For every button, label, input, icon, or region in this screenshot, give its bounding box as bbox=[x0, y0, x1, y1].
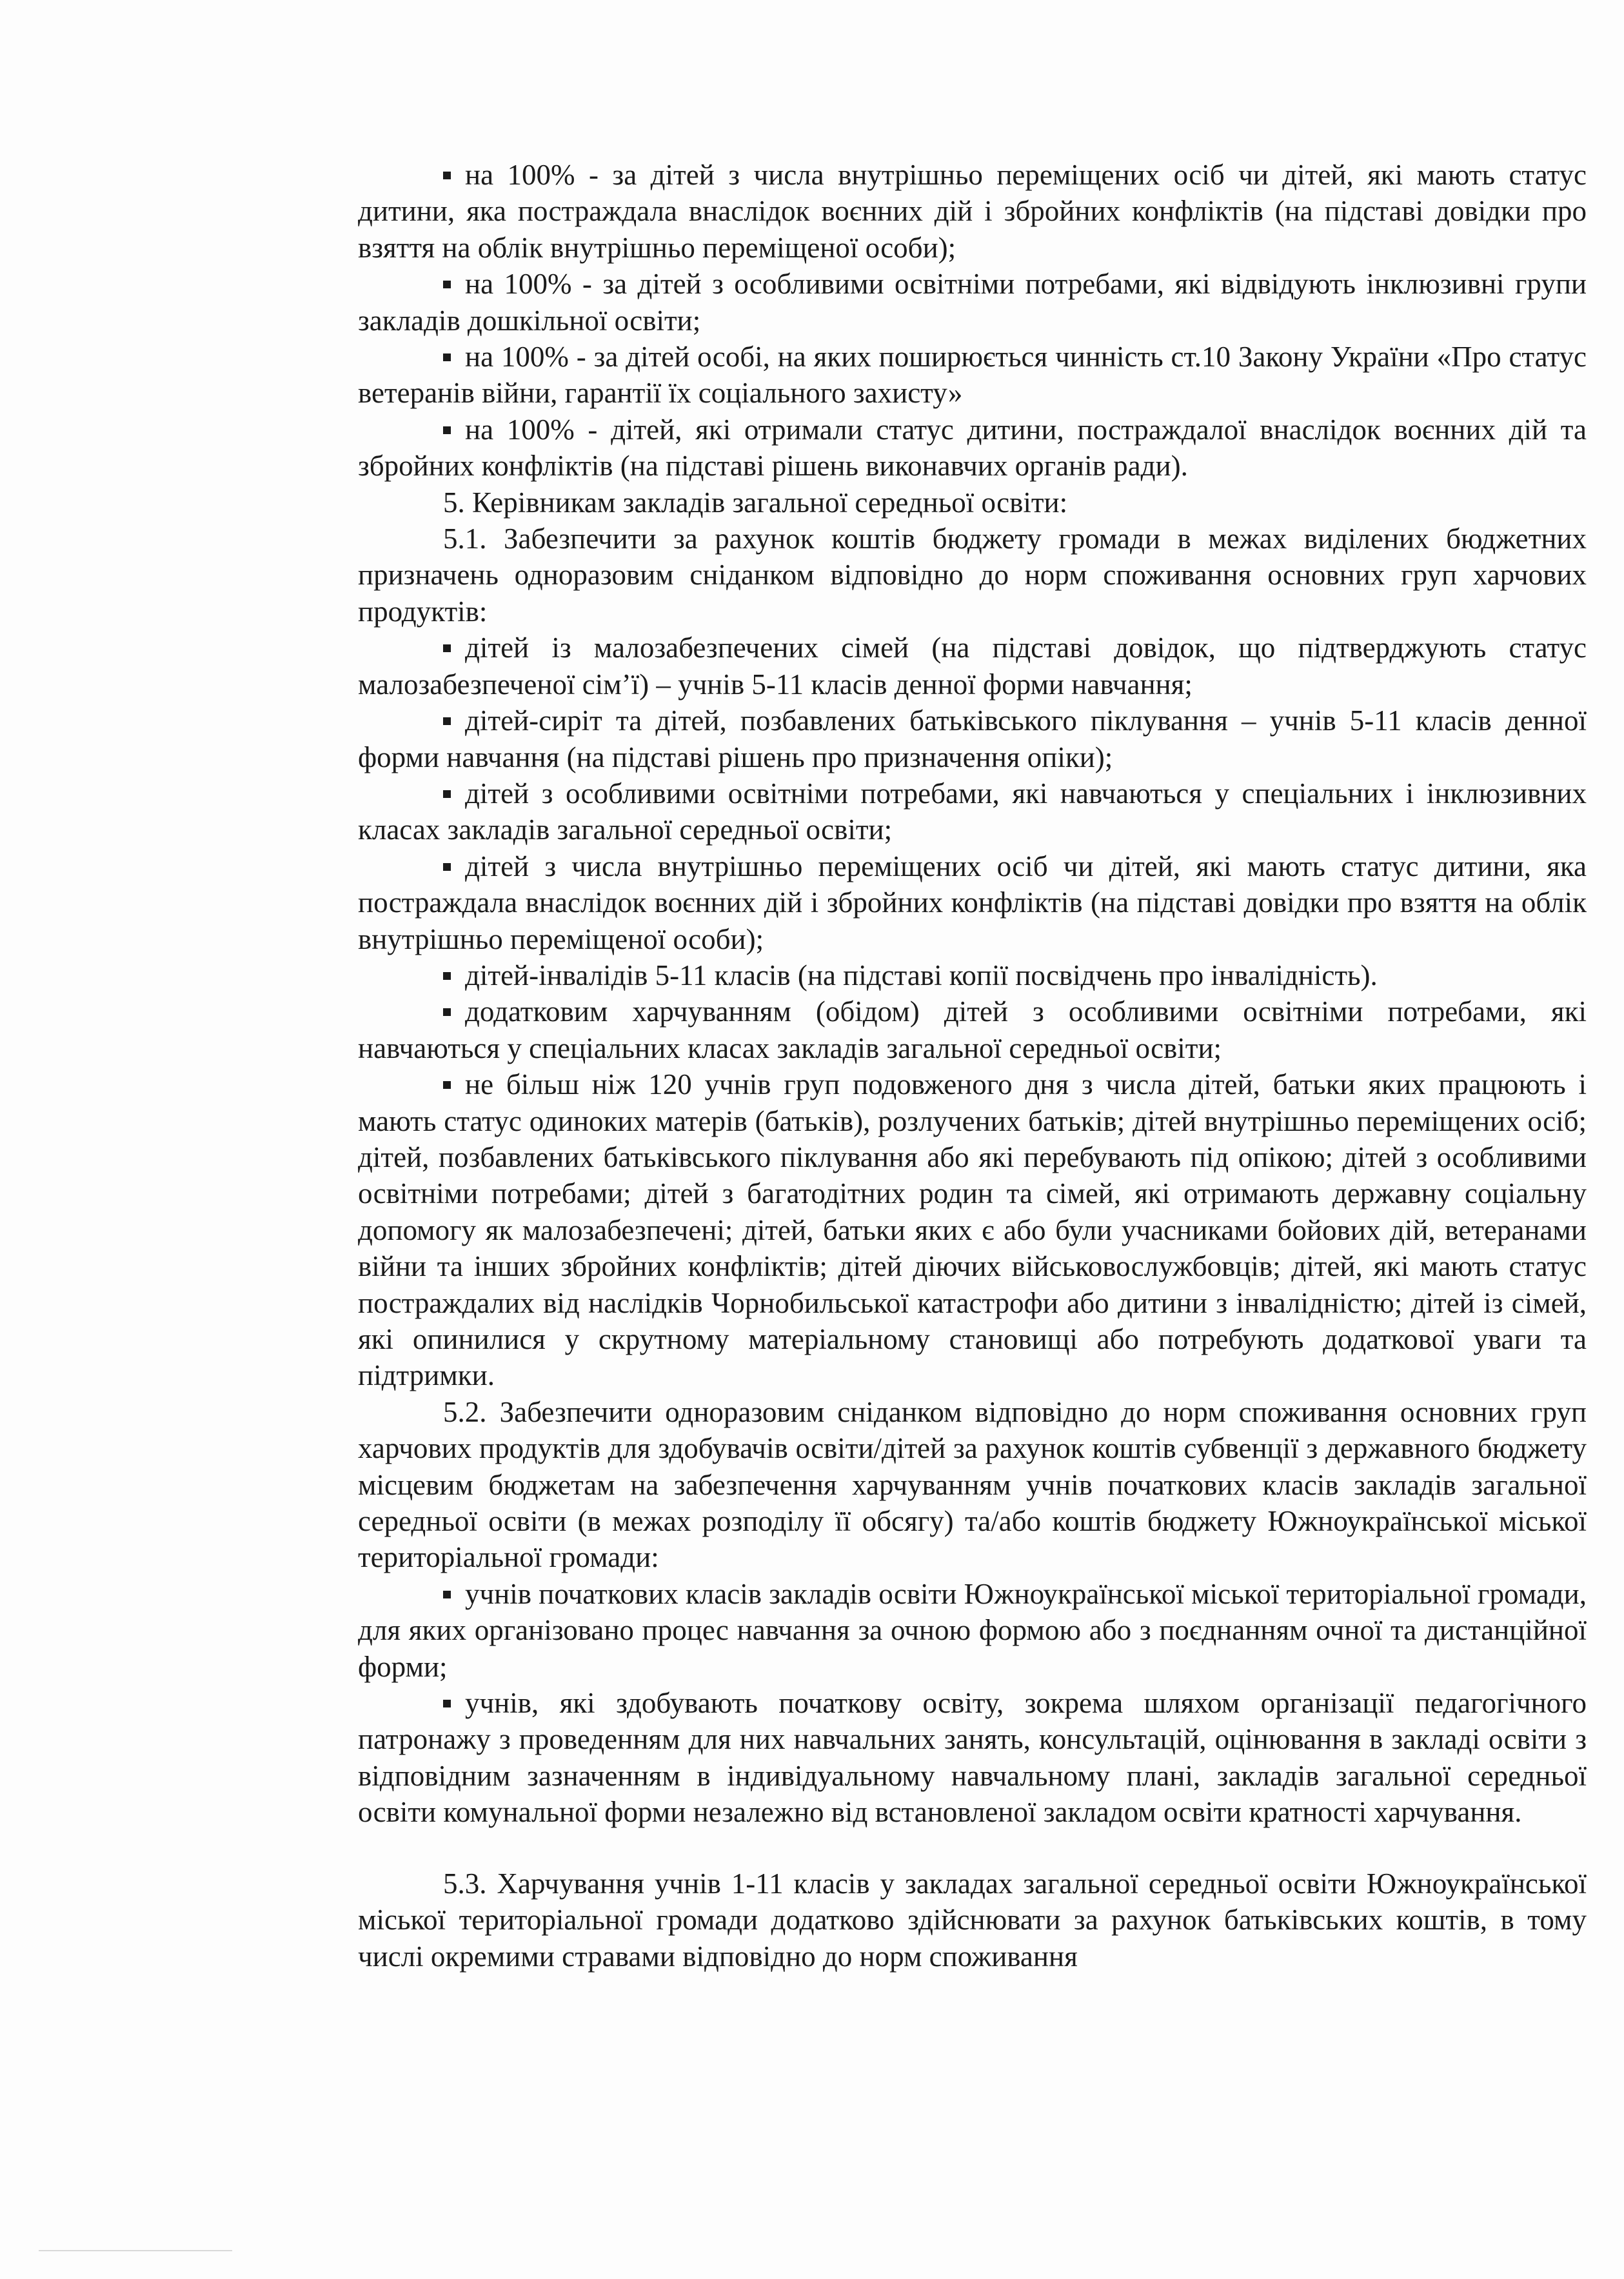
square-bullet-icon bbox=[443, 644, 451, 652]
bullet-war-veterans-law: на 100% - за дітей особі, на яких поширюється чинність ст.10 Закону України «Про статус ветеранів війни, гарантії їх соціального захисту» bbox=[358, 341, 1587, 410]
bullet-low-income-families: дітей із малозабезпечених сімей (на підставі довідок, що підтверджують статус малозабезпеченої сім’ї) – учнів 5-11 класів денної форми навчання; bbox=[358, 632, 1587, 701]
square-bullet-icon bbox=[443, 281, 451, 288]
square-bullet-icon bbox=[443, 1081, 451, 1089]
bullet-primary-students: учнів початкових класів закладів освіти Южноукраїнської міської територіальної громади, для яких організовано процес навчання за очною формою або з поєднанням очної та дистанційної форми; bbox=[358, 1577, 1587, 1683]
square-bullet-icon bbox=[443, 1591, 451, 1598]
square-bullet-icon bbox=[443, 790, 451, 798]
scan-edge-line bbox=[39, 2250, 232, 2251]
bullet-special-needs-school: дітей з особливими освітніми потребами, які навчаються у спеціальних і інклюзивних класах закладів загальної середньої освіти; bbox=[358, 777, 1587, 846]
square-bullet-icon bbox=[443, 717, 451, 725]
bullet-disabled-children: дітей-інвалідів 5-11 класів (на підставі копії посвідчень про інвалідність). bbox=[358, 957, 1587, 993]
bullet-pedagogical-patronage: учнів, які здобувають початкову освіту, зокрема шляхом організації педагогічного патронажу з проведенням для них навчальних занять, консультацій, оцінювання в закладі освіти з відповідним зазначенням в індивідуальному навчальному плані, закладів загальної середньої освіти комунальної форми незалежно від встановленої закладом освіти кратності харчування. bbox=[358, 1687, 1587, 1829]
section-5-1-paragraph: 5.1. Забезпечити за рахунок коштів бюджету громади в межах виділених бюджетних призначень одноразовим сніданком відповідно до норм споживання основних груп харчових продуктів: bbox=[358, 522, 1587, 628]
bullet-idp-children: на 100% - за дітей з числа внутрішньо переміщених осіб чи дітей, які мають статус дитини, яка постраждала внаслідок воєнних дій і збройних конфліктів (на підставі довідки про взяття на облік внутрішньо переміщеної особи); bbox=[358, 159, 1587, 264]
square-bullet-icon bbox=[443, 1700, 451, 1707]
bullet-extended-day-groups: не більш ніж 120 учнів груп подовженого дня з числа дітей, батьки яких працюють і мають статус одиноких матерів (батьків), розлучених батьків; дітей внутрішньо переміщених осіб; дітей, позбавлених батьківського піклування або які перебувають під опікою; дітей з особливими освітніми потребами; дітей з багатодітних родин та сімей, які отримають державну соціальну допомогу як малозабезпечені; дітей, батьки яких є або були учасниками бойових дій, ветеранами війни та інших збройних конфліктів; дітей діючих військовослужбовців; дітей, які мають статус постраждалих від наслідків Чорнобильської катастрофи або дитини з інвалідністю; дітей із сімей, які опинилися у скрутному матеріальному становищі або потребують додаткової уваги та підтримки. bbox=[358, 1068, 1587, 1392]
square-bullet-icon bbox=[443, 972, 451, 980]
section-5-3-paragraph: 5.3. Харчування учнів 1-11 класів у закладах загальної середньої освіти Южноукраїнської міської територіальної громади додатково здійснювати за рахунок батьківських коштів, в тому числі окремими стравами відповідно до норм споживання bbox=[358, 1867, 1587, 1973]
paragraph-spacer bbox=[358, 1831, 1587, 1866]
document-body bbox=[358, 157, 1587, 1975]
square-bullet-icon bbox=[443, 863, 451, 871]
bullet-orphans: дітей-сиріт та дітей, позбавлених батьківського піклування – учнів 5-11 класів денної форми навчання (на підставі рішень про призначення опіки); bbox=[358, 704, 1587, 773]
bullet-idp-school: дітей з числа внутрішньо переміщених осіб чи дітей, які мають статус дитини, яка постраждала внаслідок воєнних дій і збройних конфліктів (на підставі довідки про взяття на облік внутрішньо переміщеної особи); bbox=[358, 850, 1587, 955]
square-bullet-icon bbox=[443, 426, 451, 434]
square-bullet-icon bbox=[443, 172, 451, 179]
square-bullet-icon bbox=[443, 353, 451, 361]
bullet-war-affected-status: на 100% - дітей, які отримали статус дитини, постраждалої внаслідок воєнних дій та збройних конфліктів (на підставі рішень виконавчих органів ради). bbox=[358, 413, 1587, 483]
section-5-2-paragraph: 5.2. Забезпечити одноразовим сніданком відповідно до норм споживання основних груп харчових продуктів для здобувачів освіти/дітей за рахунок коштів субвенції з державного бюджету місцевим бюджетам на забезпечення харчуванням учнів початкових класів закладів загальної середньої освіти (в межах розподілу її обсягу) та/або коштів бюджету Южноукраїнської міської територіальної громади: bbox=[358, 1395, 1587, 1574]
square-bullet-icon bbox=[443, 1008, 451, 1016]
bullet-additional-lunch: додатковим харчуванням (обідом) дітей з особливими освітніми потребами, які навчаються у спеціальних класах закладів загальної середньої освіти; bbox=[358, 995, 1587, 1064]
section-5-heading: 5. Керівникам закладів загальної середньої освіти: bbox=[443, 486, 1068, 519]
bullet-special-needs-preschool: на 100% - за дітей з особливими освітніми потребами, які відвідують інклюзивні групи закладів дошкільної освіти; bbox=[358, 268, 1587, 337]
